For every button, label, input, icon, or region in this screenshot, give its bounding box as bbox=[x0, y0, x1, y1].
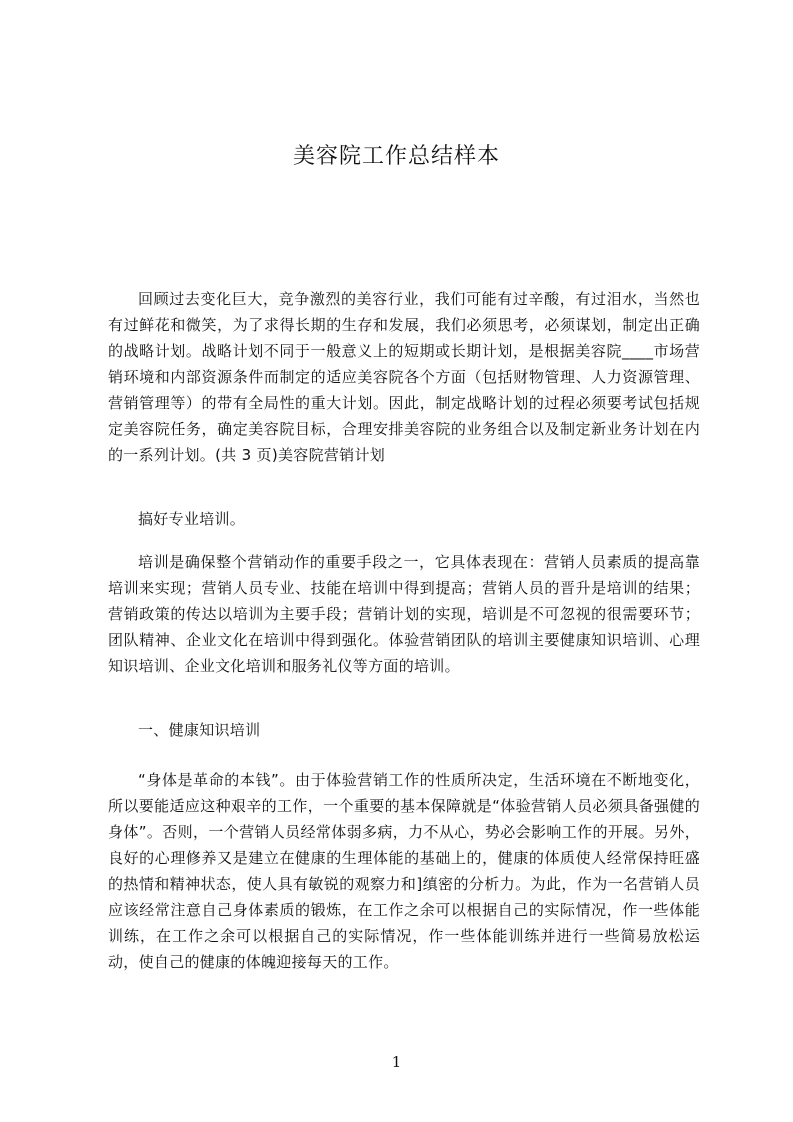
paragraph-intro: 回顾过去变化巨大，竞争激烈的美容行业，我们可能有过辛酸，有过泪水，当然也有过鲜花和微笑，为了求得长期的生存和发展，我们必须思考，必须谋划，制定出正确的战略计划。战略计划不同于一般意义上的短期或长期计划，是根据美容院____市场营销环境和内部资源条件而制定的适应美容院各个方面（包括财物管理、人力资源管理、营销管理等）的带有全局性的重大计划。因此，制定战略计划的过程必须要考试包括规定美容院任务，确定美容院目标，合理安排美容院的业务组合以及制定新业务计划在内的一系列计划。(共 3 页)美容院营销计划 bbox=[108, 290, 700, 464]
page-number: 1 bbox=[391, 1053, 402, 1071]
document-title: 美容院工作总结样本 bbox=[292, 144, 500, 169]
paragraph-training-body: 培训是确保整个营销动作的重要手段之一，它具体表现在：营销人员素质的提高靠培训来实现；营销人员专业、技能在培训中得到提高；营销人员的晋升是培训的结果；营销政策的传达以培训为主要手段；营销计划的实现，培训是不可忽视的很需要环节；团队精神、企业文化在培训中得到强化。体验营销团队的培训主要健康知识培训、心理知识培训、企业文化培训和服务礼仪等方面的培训。 bbox=[108, 553, 700, 675]
paragraph-health-body: “身体是革命的本钱”。由于体验营销工作的性质所决定，生活环境在不断地变化，所以要能适应这种艰辛的工作，一个重要的基本保障就是“体验营销人员必须具备强健的身体”。否则，一个营销人员经常体弱多病，力不从心，势必会影响工作的开展。另外，良好的心理修养又是建立在健康的生理体能的基础上的，健康的体质使人经常保持旺盛的热情和精神状态，使人具有敏锐的观察力和]缜密的分析力。为此，作为一名营销人员应该经常注意自己身体素质的锻炼，在工作之余可以根据自己的实际情况，作一些体能训练，在工作之余可以根据自己的实际情况，作一些体能训练并进行一些简易放松运动，使自己的健康的体魄迎接每天的工作。 bbox=[108, 771, 700, 971]
paragraph-training-heading: 搞好专业培训。 bbox=[138, 510, 246, 528]
section-heading-health: 一、健康知识培训 bbox=[138, 721, 261, 739]
